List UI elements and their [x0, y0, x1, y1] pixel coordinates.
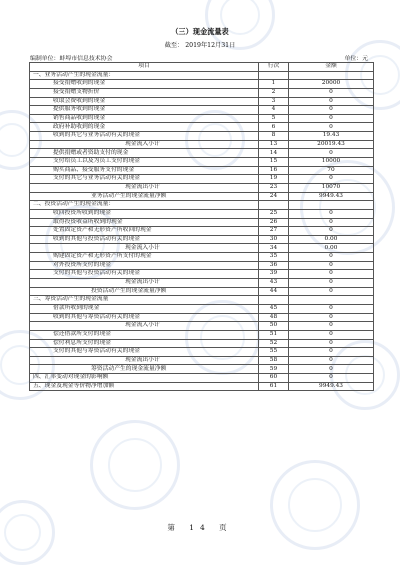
table-row: [30, 192, 374, 201]
row-line-no: 60: [259, 374, 289, 383]
table-row: [30, 348, 374, 357]
row-line-no: 34: [259, 244, 289, 253]
row-item: 销售商品收到的现金: [30, 114, 259, 123]
watermark-seal: [90, 420, 180, 510]
header-line-no: 行次: [259, 63, 289, 72]
row-item: 提供服务收到的现金: [30, 106, 259, 115]
row-line-no: [259, 71, 289, 80]
table-row: [30, 88, 374, 97]
table-row: [30, 313, 374, 322]
row-line-no: 1: [259, 80, 289, 89]
table-row: [30, 253, 374, 262]
row-item: 提供捐赠或者资助支付的现金: [30, 149, 259, 158]
row-line-no: 44: [259, 287, 289, 296]
row-line-no: 61: [259, 382, 289, 391]
table-row: [30, 114, 374, 123]
table-row: [30, 304, 374, 313]
row-line-no: 23: [259, 183, 289, 192]
row-amount: 9949.43: [289, 192, 374, 201]
row-line-no: 24: [259, 192, 289, 201]
cash-flow-table: [29, 62, 374, 391]
row-amount: 70: [289, 166, 374, 175]
row-amount: 10070: [289, 183, 374, 192]
row-item: 现金流入小计: [30, 244, 259, 253]
table-row: [30, 296, 374, 305]
row-line-no: 30: [259, 235, 289, 244]
row-item: 业务活动产生的现金流量净额: [30, 192, 259, 201]
row-item: 对外投资所支付的现金: [30, 261, 259, 270]
row-amount: 10000: [289, 158, 374, 167]
row-item: 支付的其它与业务活动有关的现金: [30, 175, 259, 184]
row-item: 一、业务活动产生的现金流量：: [30, 71, 259, 80]
row-line-no: 50: [259, 322, 289, 331]
table-row: [30, 339, 374, 348]
table-row: [30, 235, 374, 244]
row-item: 五、现金及现金等价物净增加额: [30, 382, 259, 391]
header-item: 项目: [30, 63, 259, 72]
row-amount: 0: [289, 123, 374, 132]
row-line-no: 6: [259, 123, 289, 132]
row-line-no: 4: [259, 106, 289, 115]
row-item: 二、投资活动产生的现金流量：: [30, 201, 259, 210]
row-amount: [289, 296, 374, 305]
row-amount: 0: [289, 365, 374, 374]
report-title: （三）现金流量表: [171, 27, 229, 36]
table-row: [30, 97, 374, 106]
table-row: [30, 149, 374, 158]
row-item: 收取会费收到的现金: [30, 97, 259, 106]
row-amount: 0: [289, 322, 374, 331]
row-item: 现金流入小计: [30, 322, 259, 331]
row-line-no: 52: [259, 339, 289, 348]
row-item: 投资活动产生的现金流量净额: [30, 287, 259, 296]
row-item: 四、汇率变动对现金的影响额: [30, 374, 259, 383]
row-amount: 0: [289, 356, 374, 365]
table-row: [30, 209, 374, 218]
row-amount: [289, 71, 374, 80]
table-row: [30, 166, 374, 175]
row-amount: 19.43: [289, 132, 374, 141]
row-amount: 0.00: [289, 235, 374, 244]
row-amount: 0: [289, 313, 374, 322]
table-row: [30, 201, 374, 210]
row-amount: 0: [289, 304, 374, 313]
row-amount: 0: [289, 374, 374, 383]
row-item: 收回投资所收到的现金: [30, 209, 259, 218]
row-item: 借款所收到的现金: [30, 304, 259, 313]
row-line-no: 35: [259, 253, 289, 262]
row-item: 接受捐赠收到的现金: [30, 80, 259, 89]
row-amount: 20000: [289, 80, 374, 89]
row-line-no: 58: [259, 356, 289, 365]
table-row: [30, 80, 374, 89]
row-item: 接受捐赠支物折价: [30, 88, 259, 97]
row-line-no: 19: [259, 175, 289, 184]
row-amount: 0: [289, 114, 374, 123]
row-item: 购建固定资产和无形资产所支付的现金: [30, 253, 259, 262]
row-amount: 0: [289, 88, 374, 97]
row-line-no: 36: [259, 261, 289, 270]
row-item: 现金流出小计: [30, 356, 259, 365]
row-line-no: 2: [259, 88, 289, 97]
table-row: [30, 71, 374, 80]
row-item: 收到的其他与投资活动有关的现金: [30, 235, 259, 244]
row-amount: 0: [289, 270, 374, 279]
row-amount: 0: [289, 106, 374, 115]
organization-name: 编制单位：蚌埠市信息技术协会: [30, 56, 113, 62]
row-item: 支付的其他与投资活动有关的现金: [30, 270, 259, 279]
table-row: [30, 123, 374, 132]
currency-unit: 单位：元: [344, 56, 368, 62]
row-amount: 0: [289, 209, 374, 218]
row-amount: 0.00: [289, 244, 374, 253]
row-line-no: 16: [259, 166, 289, 175]
table-row: [30, 374, 374, 383]
watermark-seal: [270, 460, 360, 550]
row-line-no: 43: [259, 279, 289, 288]
row-line-no: 3: [259, 97, 289, 106]
row-amount: 0: [289, 279, 374, 288]
table-row: [30, 382, 374, 391]
table-header-row: [30, 63, 374, 72]
row-line-no: 39: [259, 270, 289, 279]
report-date: 截至： 2019年12月31日: [164, 42, 236, 49]
row-amount: 0: [289, 330, 374, 339]
row-line-no: 59: [259, 365, 289, 374]
table-row: [30, 356, 374, 365]
row-amount: [289, 201, 374, 210]
table-row: [30, 218, 374, 227]
table-row: [30, 175, 374, 184]
row-line-no: 55: [259, 348, 289, 357]
table-row: [30, 244, 374, 253]
row-line-no: 26: [259, 218, 289, 227]
table-row: [30, 227, 374, 236]
row-amount: 0: [289, 149, 374, 158]
row-item: 现金流出小计: [30, 183, 259, 192]
table-row: [30, 279, 374, 288]
header-amount: 金额: [289, 63, 374, 72]
table-row: [30, 140, 374, 149]
row-line-no: 13: [259, 140, 289, 149]
row-line-no: 48: [259, 313, 289, 322]
table-row: [30, 183, 374, 192]
row-amount: 0: [289, 218, 374, 227]
table-row: [30, 330, 374, 339]
row-item: 处置固定资产和无形资产所收回的现金: [30, 227, 259, 236]
row-amount: 0: [289, 339, 374, 348]
row-amount: 0: [289, 227, 374, 236]
row-item: 收到的其他与筹资活动有关的现金: [30, 313, 259, 322]
row-item: 取得投资收益所收到的现金: [30, 218, 259, 227]
row-line-no: 15: [259, 158, 289, 167]
table-row: [30, 322, 374, 331]
row-line-no: 14: [259, 149, 289, 158]
table-row: [30, 158, 374, 167]
table-row: [30, 132, 374, 141]
row-item: 筹资活动产生的现金流量净额: [30, 365, 259, 374]
row-amount: 0: [289, 97, 374, 106]
table-row: [30, 270, 374, 279]
row-item: 偿付利息所支付的现金: [30, 339, 259, 348]
row-line-no: 5: [259, 114, 289, 123]
row-line-no: 51: [259, 330, 289, 339]
table-row: [30, 365, 374, 374]
row-item: 收到的其它与业务活动有关的现金: [30, 132, 259, 141]
row-amount: 0: [289, 287, 374, 296]
row-item: 支付的其他与筹资活动有关的现金: [30, 348, 259, 357]
table-row: [30, 287, 374, 296]
row-amount: 0: [289, 348, 374, 357]
row-item: 购买商品、接受服务支付的现金: [30, 166, 259, 175]
row-item: 政府补助收到的现金: [30, 123, 259, 132]
row-amount: 9949.43: [289, 382, 374, 391]
row-line-no: 27: [259, 227, 289, 236]
page-number: 第 14 页: [167, 523, 233, 532]
row-line-no: 45: [259, 304, 289, 313]
row-line-no: [259, 201, 289, 210]
row-item: 偿还借款所支付的现金: [30, 330, 259, 339]
row-item: 支付给员工以及为员工支付的现金: [30, 158, 259, 167]
row-amount: 0: [289, 175, 374, 184]
row-item: 三、筹资活动产生的现金流量: [30, 296, 259, 305]
row-line-no: 8: [259, 132, 289, 141]
row-item: 现金流出小计: [30, 279, 259, 288]
row-amount: 20019.43: [289, 140, 374, 149]
row-item: 现金流入小计: [30, 140, 259, 149]
table-row: [30, 106, 374, 115]
row-line-no: 25: [259, 209, 289, 218]
row-amount: 0: [289, 253, 374, 262]
row-amount: 0: [289, 261, 374, 270]
row-line-no: [259, 296, 289, 305]
table-row: [30, 261, 374, 270]
